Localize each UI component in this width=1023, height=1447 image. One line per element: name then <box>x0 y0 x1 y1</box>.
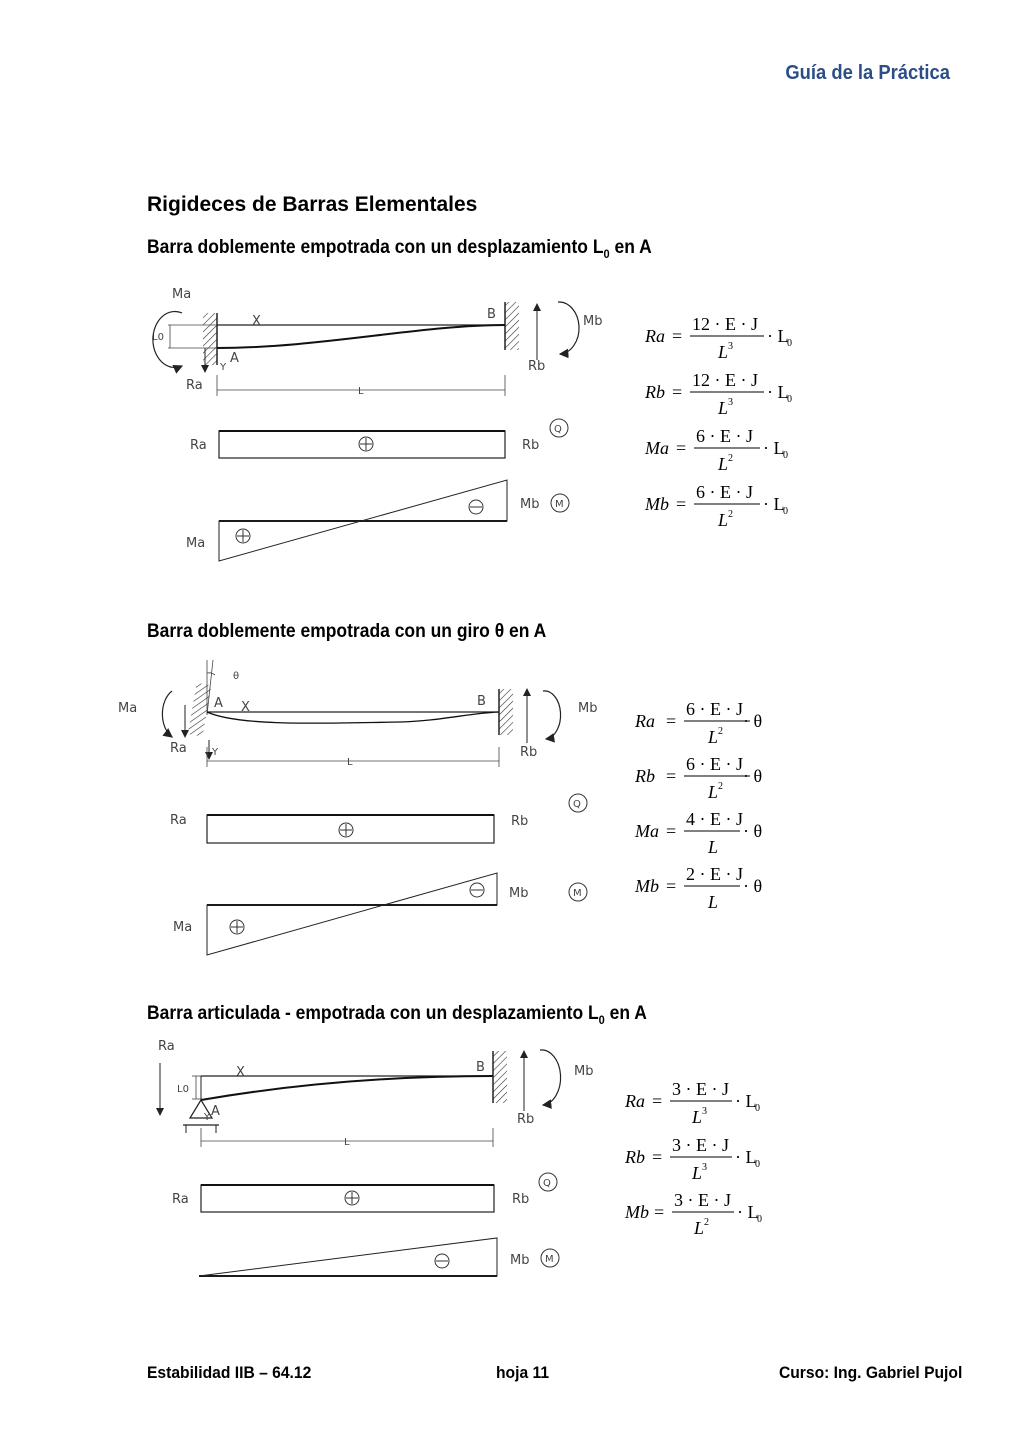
svg-text:Rb: Rb <box>625 1147 645 1167</box>
q-symbol: Q <box>554 424 562 435</box>
case-1-title: Barra doblemente empotrada con un desplazamiento $L_0$ en A <box>147 237 652 261</box>
ra-label: Ra <box>158 1039 175 1054</box>
svg-text:6 · E · J: 6 · E · J <box>686 754 743 774</box>
x-label: X <box>236 1065 245 1080</box>
a-label: A <box>211 1104 220 1119</box>
l-dimension-label: L <box>347 757 353 768</box>
svg-text:Rb: Rb <box>511 814 529 829</box>
svg-text:· θ: · θ <box>743 876 763 896</box>
y-label: Y <box>204 1112 211 1123</box>
svg-text:· θ: · θ <box>743 821 763 841</box>
svg-text:Mb: Mb <box>625 1202 649 1222</box>
m-symbol: M <box>573 888 582 899</box>
svg-text:2: 2 <box>718 781 723 792</box>
svg-text:6 · E · J: 6 · E · J <box>696 426 753 446</box>
svg-text:Ma: Ma <box>645 438 669 458</box>
svg-text:L: L <box>708 892 719 912</box>
svg-text:0: 0 <box>787 394 792 405</box>
svg-text:Mb: Mb <box>645 494 669 514</box>
svg-text:2: 2 <box>728 453 733 464</box>
svg-text:· L: · L <box>767 382 789 402</box>
svg-text:L: L <box>718 454 729 474</box>
svg-text:L: L <box>718 510 729 530</box>
fixed-support-b <box>493 1051 507 1103</box>
rb-label: Rb <box>517 1112 535 1127</box>
svg-text:3: 3 <box>728 397 733 408</box>
formula-mb <box>634 864 762 912</box>
b-label: B <box>487 307 496 322</box>
case-1-diagram <box>0 280 620 570</box>
svg-text:Ma: Ma <box>635 821 659 841</box>
svg-text:Rb: Rb <box>635 766 655 786</box>
svg-text:=: = <box>676 438 687 458</box>
svg-text:6 · E · J: 6 · E · J <box>686 699 743 719</box>
footer-page-number: hoja 11 <box>496 1363 550 1382</box>
mb-label: Mb <box>583 314 603 329</box>
svg-text:· L: · L <box>767 326 789 346</box>
svg-text:· L: · L <box>737 1202 759 1222</box>
l-dimension-label: L <box>358 386 364 397</box>
svg-text:Rb: Rb <box>645 382 665 402</box>
svg-text:0: 0 <box>787 338 792 349</box>
svg-text:L: L <box>692 1107 703 1127</box>
svg-text:3: 3 <box>702 1106 707 1117</box>
formula-ma <box>634 809 762 857</box>
beam-deformed <box>207 712 499 723</box>
svg-text:2: 2 <box>728 509 733 520</box>
theta-label: θ <box>233 671 240 682</box>
rb-label: Rb <box>520 745 538 760</box>
svg-text:Mb: Mb <box>635 876 659 896</box>
q-symbol: Q <box>573 799 581 810</box>
svg-text:· L: · L <box>735 1147 757 1167</box>
l0-label: L0 <box>177 1084 189 1095</box>
svg-text:Ra: Ra <box>625 1091 645 1111</box>
fixed-support-b <box>505 302 519 350</box>
ma-label: Ma <box>172 287 192 302</box>
svg-text:6 · E · J: 6 · E · J <box>696 482 753 502</box>
svg-text:4 · E · J: 4 · E · J <box>686 809 743 829</box>
svg-text:0: 0 <box>755 1103 760 1114</box>
svg-text:L: L <box>708 837 719 857</box>
b-label: B <box>476 1060 485 1075</box>
formula-ra <box>644 314 792 362</box>
formula-rb <box>624 1135 760 1183</box>
svg-text:L: L <box>708 782 719 802</box>
shear-diagram <box>207 815 494 843</box>
footer-course-code: Estabilidad IIB – 64.12 <box>147 1363 312 1382</box>
b-label: B <box>477 694 486 709</box>
formula-ma <box>644 426 788 474</box>
svg-text:L: L <box>718 342 729 362</box>
formula-ra <box>634 699 762 747</box>
y-label: Y <box>212 747 219 758</box>
formula-rb <box>644 370 792 418</box>
moment-mb-arrow <box>543 691 561 739</box>
svg-text:2: 2 <box>718 726 723 737</box>
l0-label: L0 <box>152 332 164 343</box>
svg-text:Mb: Mb <box>510 1253 530 1268</box>
svg-text:3 · E · J: 3 · E · J <box>672 1079 729 1099</box>
formula-rb <box>634 754 762 802</box>
case-1-formulas <box>640 308 820 538</box>
svg-text:3 · E · J: 3 · E · J <box>674 1190 731 1210</box>
ma-label: Ma <box>118 701 138 716</box>
svg-text:0: 0 <box>783 506 788 517</box>
svg-text:=: = <box>672 382 683 402</box>
page-header-title: Guía de la Práctica <box>785 62 950 84</box>
svg-text:=: = <box>654 1202 665 1222</box>
case-3-diagram <box>0 1033 620 1283</box>
mb-label: Mb <box>574 1064 594 1079</box>
a-label: A <box>230 351 239 366</box>
m-symbol: M <box>545 1254 554 1265</box>
ra-label: Ra <box>170 741 187 756</box>
footer-instructor: Curso: Ing. Gabriel Pujol <box>778 1363 962 1382</box>
svg-text:=: = <box>652 1147 663 1167</box>
svg-text:2 · E · J: 2 · E · J <box>686 864 743 884</box>
case-2-diagram <box>0 655 620 960</box>
moment-mb-arrow <box>540 1050 561 1105</box>
svg-text:· θ: · θ <box>743 711 763 731</box>
svg-text:2: 2 <box>704 1217 709 1228</box>
svg-text:=: = <box>666 876 677 896</box>
svg-text:L: L <box>708 727 719 747</box>
svg-text:3 · E · J: 3 · E · J <box>672 1135 729 1155</box>
svg-text:Ra: Ra <box>645 326 665 346</box>
svg-text:L: L <box>718 398 729 418</box>
svg-text:Ra: Ra <box>170 813 187 828</box>
l-dimension-label: L <box>344 1137 350 1148</box>
svg-text:Ma: Ma <box>173 920 193 935</box>
x-label: X <box>252 314 261 329</box>
x-label: X <box>241 700 250 715</box>
svg-text:Ra: Ra <box>190 438 207 453</box>
svg-text:Ra: Ra <box>635 711 655 731</box>
svg-text:Rb: Rb <box>512 1192 530 1207</box>
svg-text:=: = <box>666 711 677 731</box>
svg-text:12 · E · J: 12 · E · J <box>692 314 758 334</box>
svg-text:· θ: · θ <box>743 766 763 786</box>
a-label: A <box>214 696 223 711</box>
rb-label: Rb <box>528 359 546 374</box>
svg-text:=: = <box>666 821 677 841</box>
fixed-support-b <box>499 689 513 735</box>
svg-text:· L: · L <box>763 438 785 458</box>
svg-text:=: = <box>666 766 677 786</box>
formula-ra <box>624 1079 760 1127</box>
svg-text:· L: · L <box>735 1091 757 1111</box>
svg-text:L: L <box>692 1163 703 1183</box>
y-label: Y <box>220 362 227 373</box>
formula-mb <box>644 482 788 530</box>
formula-mb <box>624 1190 762 1238</box>
svg-text:12 · E · J: 12 · E · J <box>692 370 758 390</box>
m-symbol: M <box>555 499 564 510</box>
svg-text:0: 0 <box>783 450 788 461</box>
svg-text:3: 3 <box>702 1162 707 1173</box>
svg-text:· L: · L <box>763 494 785 514</box>
svg-text:=: = <box>676 494 687 514</box>
svg-text:0: 0 <box>755 1159 760 1170</box>
svg-text:=: = <box>652 1091 663 1111</box>
case-2-formulas <box>630 693 810 923</box>
q-symbol: Q <box>543 1178 551 1189</box>
case-3-formulas <box>620 1073 800 1248</box>
case-3-title: Barra articulada - empotrada con un desplazamiento $L_0$ en A <box>147 1003 647 1027</box>
svg-text:Mb: Mb <box>509 886 529 901</box>
ra-label: Ra <box>186 378 203 393</box>
svg-text:Ra: Ra <box>172 1192 189 1207</box>
section-title: Rigideces de Barras Elementales <box>147 193 478 216</box>
case-2-title: Barra doblemente empotrada con un giro θ en A <box>147 621 547 642</box>
svg-text:Mb: Mb <box>520 497 540 512</box>
svg-text:0: 0 <box>757 1214 762 1225</box>
moment-ma-arrow <box>162 691 172 737</box>
mb-label: Mb <box>578 701 598 716</box>
svg-text:Ma: Ma <box>186 536 206 551</box>
svg-text:L: L <box>694 1218 705 1238</box>
svg-text:=: = <box>672 326 683 346</box>
svg-text:3: 3 <box>728 341 733 352</box>
svg-text:Rb: Rb <box>522 438 540 453</box>
moment-mb-arrow <box>558 302 579 354</box>
